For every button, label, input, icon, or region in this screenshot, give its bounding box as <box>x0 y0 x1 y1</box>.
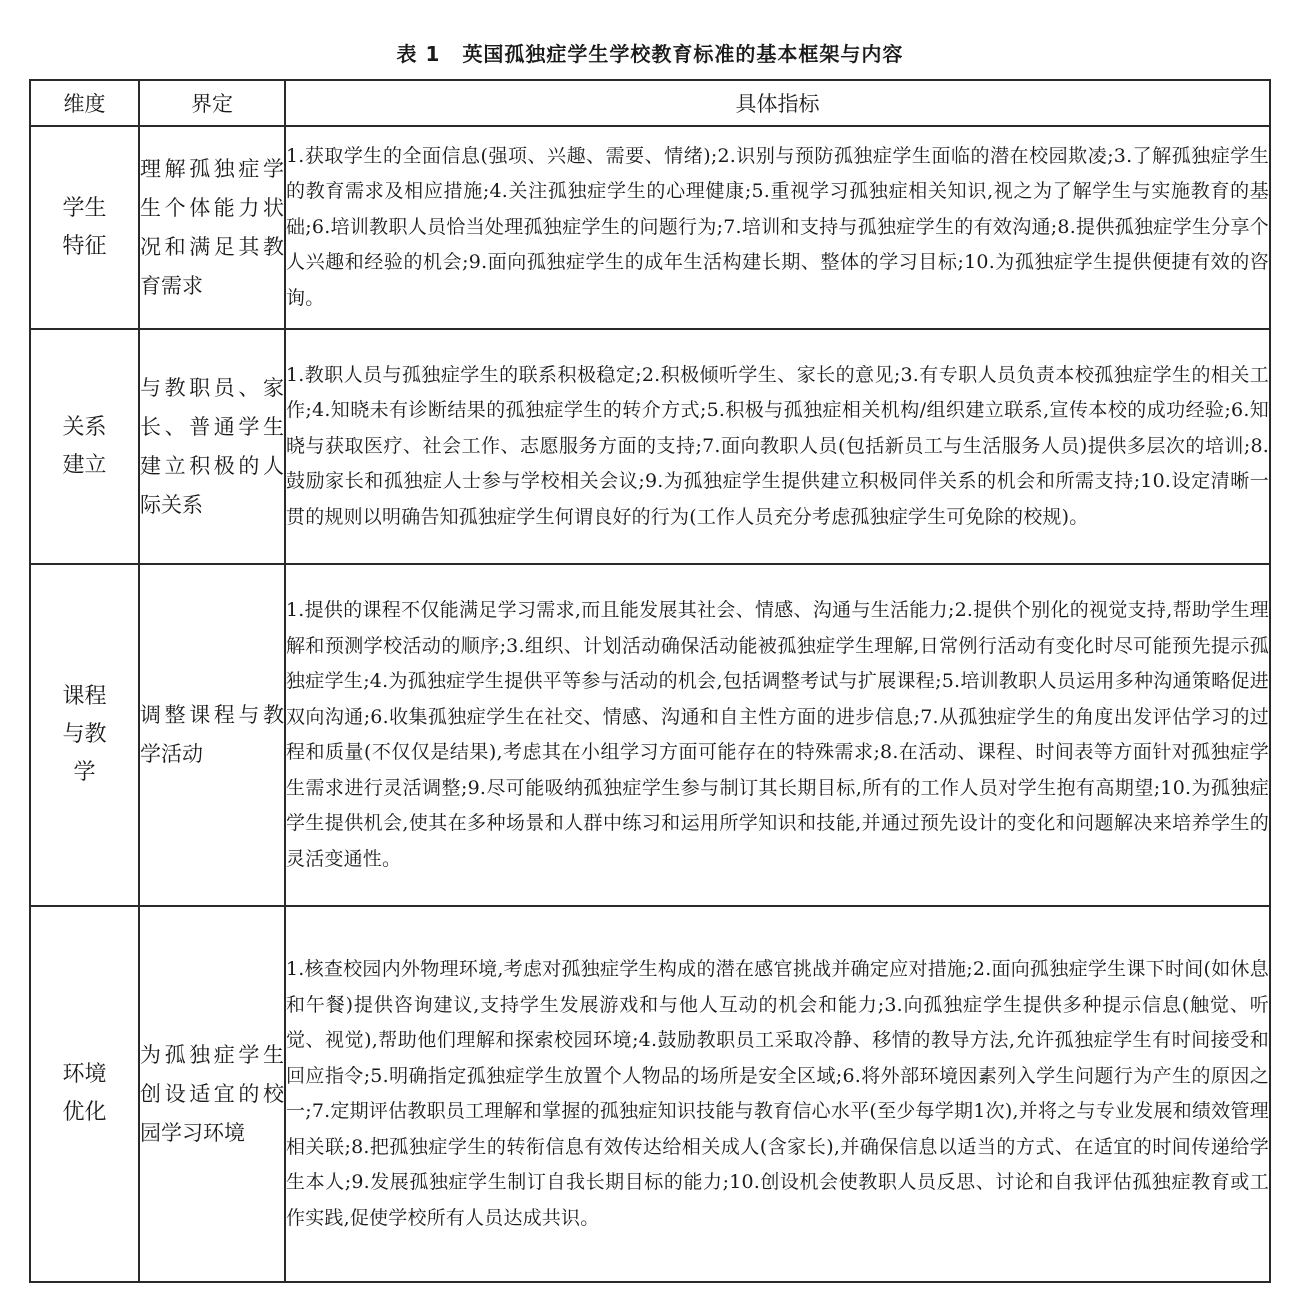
indicators-cell: 1.教职人员与孤独症学生的联系积极稳定;2.积极倾听学生、家长的意见;3.有专职人员负责本校孤独症学生的相关工作;4.知晓未有诊断结果的孤独症学生的转介方式;5.积极与孤独症相关机构/组织建立联系,宣传本校的成功经验;6.知晓与获取医疗、社会工作、志愿服务方面的支持;7.面向教职人员(包括新员工与生活服务人员)提供多层次的培训;8.鼓励家长和孤独症人士参与学校相关会议;9.为孤独症学生提供建立积极同伴关系的机会和所需支持;10.设定清晰一贯的规则以明确告知孤独症学生何谓良好的行为(工作人员充分考虑孤独症学生可免除的校规)。 <box>285 329 1270 564</box>
standards-table <box>29 79 1271 1283</box>
dimension-cell <box>30 906 139 1282</box>
dimension-text: 特征 <box>62 233 107 259</box>
definition-cell: 为孤独症学生创设适宜的校园学习环境 <box>139 906 285 1282</box>
definition-cell: 调整课程与教学活动 <box>139 564 285 906</box>
dimension-cell <box>30 564 139 906</box>
dimension-cell <box>30 126 139 329</box>
table-title: 英国孤独症学生学校教育标准的基本框架与内容 <box>462 42 904 66</box>
table-row <box>30 564 1270 906</box>
column-header-indicators: 具体指标 <box>285 80 1270 126</box>
column-header-dimension: 维度 <box>30 80 139 126</box>
dimension-text: 关系 <box>62 414 107 440</box>
table-row <box>30 126 1270 329</box>
dimension-text: 建立 <box>62 452 107 478</box>
table-caption <box>0 40 1300 68</box>
table-row <box>30 906 1270 1282</box>
definition-cell: 与教职员、家长、普通学生建立积极的人际关系 <box>139 329 285 564</box>
table-number: 表 1 <box>396 42 441 66</box>
indicators-cell: 1.获取学生的全面信息(强项、兴趣、需要、情绪);2.识别与预防孤独症学生面临的潜在校园欺凌;3.了解孤独症学生的教育需求及相应措施;4.关注孤独症学生的心理健康;5.重视学习孤独症相关知识,视之为了解学生与实施教育的基础;6.培训教职人员恰当处理孤独症学生的问题行为;7.培训和支持与孤独症学生的有效沟通;8.提供孤独症学生分享个人兴趣和经验的机会;9.面向孤独症学生的成年生活构建长期、整体的学习目标;10.为孤独症学生提供便捷有效的咨询。 <box>285 126 1270 329</box>
dimension-text: 环境 <box>62 1062 107 1087</box>
indicators-cell: 1.核查校园内外物理环境,考虑对孤独症学生构成的潜在感官挑战并确定应对措施;2.面向孤独症学生课下时间(如休息和午餐)提供咨询建议,支持学生发展游戏和与他人互动的机会和能力;3.向孤独症学生提供多种提示信息(触觉、听觉、视觉),帮助他们理解和探索校园环境;4.鼓励教职员工采取冷静、移情的教导方法,允许孤独症学生有时间接受和回应指令;5.明确指定孤独症学生放置个人物品的场所是安全区域;6.将外部环境因素列入学生问题行为产生的原因之一;7.定期评估教职员工理解和掌握的孤独症知识技能与教育信心水平(至少每学期1次),并将之与专业发展和绩效管理相关联;8.把孤独症学生的转衔信息有效传达给相关成人(含家长),并确保信息以适当的方式、在适宜的时间传递给学生本人;9.发展孤独症学生制订自我长期目标的能力;10.创设机会使教职人员反思、讨论和自我评估孤独症教育或工作实践,促使学校所有人员达成共识。 <box>285 906 1270 1282</box>
indicators-cell: 1.提供的课程不仅能满足学习需求,而且能发展其社会、情感、沟通与生活能力;2.提供个别化的视觉支持,帮助学生理解和预测学校活动的顺序;3.组织、计划活动确保活动能被孤独症学生理解,日常例行活动有变化时尽可能预先提示孤独症学生;4.为孤独症学生提供平等参与活动的机会,包括调整考试与扩展课程;5.培训教职人员运用多种沟通策略促进双向沟通;6.收集孤独症学生在社交、情感、沟通和自主性方面的进步信息;7.从孤独症学生的角度出发评估学习的过程和质量(不仅仅是结果),考虑其在小组学习方面可能存在的特殊需求;8.在活动、课程、时间表等方面针对孤独症学生需求进行灵活调整;9.尽可能吸纳孤独症学生参与制订其长期目标,所有的工作人员对学生抱有高期望;10.为孤独症学生提供机会,使其在多种场景和人群中练习和运用所学知识和技能,并通过预先设计的变化和问题解决来培养学生的灵活变通性。 <box>285 564 1270 906</box>
column-header-definition: 界定 <box>139 80 285 126</box>
dimension-text: 优化 <box>62 1100 107 1125</box>
table-row <box>30 329 1270 564</box>
dimension-text: 课程 <box>62 684 107 709</box>
dimension-text: 学生 <box>62 195 107 221</box>
dimension-cell <box>30 329 139 564</box>
table-header-row <box>30 80 1270 126</box>
dimension-text: 学 <box>73 760 96 785</box>
definition-cell: 理解孤独症学生个体能力状况和满足其教育需求 <box>139 126 285 329</box>
dimension-text: 与教 <box>62 722 107 747</box>
